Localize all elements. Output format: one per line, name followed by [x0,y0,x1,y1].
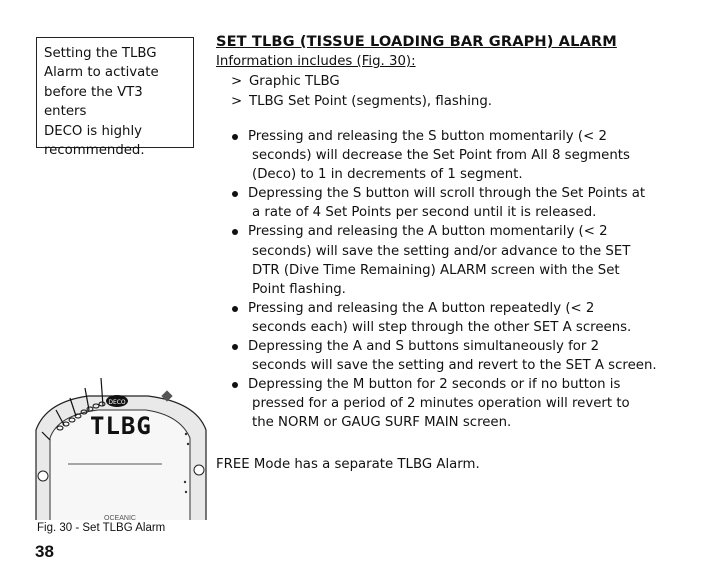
brand-logo: OCEANIC [104,515,136,520]
info-item [231,92,492,112]
note-line: Alarm to activate [44,65,159,81]
sidebar-note [36,37,194,159]
free-mode-note: FREE Mode has a separate TLBG Alarm. [216,457,480,472]
line: seconds each) will step through the other SET A screens. [252,319,632,335]
bullet-icon [232,344,238,350]
bullet-icon [232,306,238,312]
procedure-item [232,375,672,432]
line: a rate of 4 Set Points per second until it is released. [252,205,597,221]
info-list [231,72,492,112]
line: Pressing and releasing the S button momentarily (< 2 [248,129,607,144]
bullet-icon [232,191,238,197]
procedure-item [232,337,672,375]
right-button-icon [194,465,204,475]
line: seconds) will decrease the Set Point from All 8 segments [252,148,630,164]
info-item-text: TLBG Set Point (segments), flashing. [249,94,492,109]
arrow-marker: > [231,94,243,109]
line: Pressing and releasing the A button repeatedly (< 2 [248,300,595,316]
procedure-list [232,127,672,433]
note-line: recommended. [44,143,145,159]
line: pressed for a period of 2 minutes operation will revert to [252,396,630,412]
line: DTR (Dive Time Remaining) ALARM screen with the Set [252,262,620,278]
bullet-icon [232,229,238,235]
line: Depressing the M button for 2 seconds or if no button is [248,377,621,393]
info-item [231,72,492,92]
line: Point flashing. [252,281,346,297]
bullet-icon [232,382,238,388]
info-intro: Information includes (Fig. 30): [216,54,416,69]
lcd-display-text: TLBG [90,412,152,440]
line: Depressing the S button will scroll through the Set Points at [248,186,646,202]
line: seconds) will save the setting and/or advance to the SET [252,243,631,259]
note-line: before the VT3 enters [44,84,143,120]
left-button-icon [38,471,48,481]
line: the NORM or GAUG SURF MAIN screen. [252,415,512,431]
arrow-marker: > [231,74,243,89]
line: (Deco) to 1 in decrements of 1 segment. [252,167,523,183]
procedure-item [232,127,672,184]
line: seconds will save the setting and revert to the SET A screen. [252,358,657,374]
procedure-item [232,184,672,222]
info-item-text: Graphic TLBG [249,74,340,89]
figure-caption: Fig. 30 - Set TLBG Alarm [37,522,166,534]
page-number: 38 [35,542,54,561]
line: Pressing and releasing the A button momentarily (< 2 [248,224,608,240]
note-line: Setting the TLBG [44,46,157,61]
deco-badge-label: DECO [108,399,126,406]
procedure-item [232,299,672,337]
section-heading: SET TLBG (TISSUE LOADING BAR GRAPH) ALARM [216,33,617,50]
line: Depressing the A and S buttons simultaneously for 2 [248,339,600,355]
dive-computer-figure [28,370,213,520]
note-line: DECO is highly [44,123,143,139]
bullet-icon [232,134,238,140]
procedure-item [232,222,672,298]
